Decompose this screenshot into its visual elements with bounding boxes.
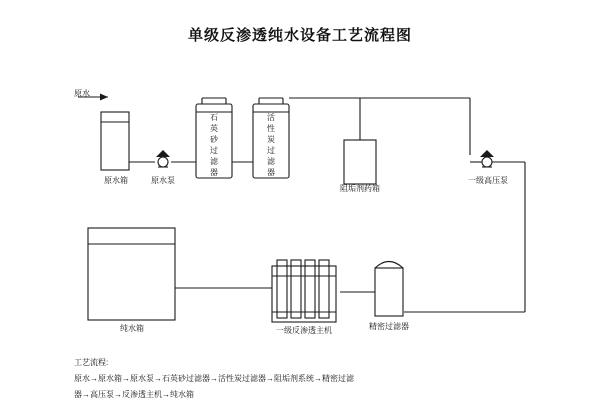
activated-carbon-filter-vessel-text: 活性炭过滤器 (267, 113, 275, 177)
label-high-pressure-pump: 一级高压泵 (468, 176, 508, 185)
raw-water-pump-cap (156, 150, 170, 157)
label-precision-filter: 精密过滤器 (369, 322, 409, 331)
label-raw-water-pump: 原水泵 (151, 176, 175, 185)
label-scale-inhibitor-tank: 阻垢剂药箱 (340, 184, 380, 193)
ro-membrane-3 (305, 260, 315, 318)
flow-line-2: 器→高压泵→反渗透主机→纯水箱 (74, 390, 194, 399)
page-title: 单级反渗透纯水设备工艺流程图 (187, 27, 412, 44)
flow-heading: 工艺流程: (74, 358, 109, 367)
label-pure-water-tank: 纯水箱 (120, 324, 144, 333)
ro-main-machine-frame (272, 266, 336, 322)
pure-water-tank-body (88, 228, 175, 320)
label-ro-main-machine: 一级反渗透主机 (276, 326, 332, 335)
ro-membrane-1 (277, 260, 287, 318)
high-pressure-pump-body (482, 157, 492, 167)
precision-filter-body (375, 268, 403, 316)
ro-membrane-4 (319, 260, 329, 318)
inlet-label: 原水 (74, 89, 90, 98)
inlet-arrow-head (100, 94, 108, 101)
ro-membrane-2 (291, 260, 301, 318)
quartz-sand-filter-vessel-text: 石英砂过滤器 (210, 113, 218, 177)
raw-water-pump-body (158, 157, 168, 167)
precision-filter-dome (375, 262, 403, 269)
label-raw-water-tank: 原水箱 (104, 176, 128, 185)
raw-water-tank-body (101, 112, 129, 170)
high-pressure-pump-cap (480, 150, 494, 157)
scale-inhibitor-tank-body (344, 140, 376, 184)
flow-line-1: 原水→原水箱→原水泵→石英砂过滤器→活性炭过滤器→阻垢剂系统→精密过滤 (74, 374, 354, 383)
